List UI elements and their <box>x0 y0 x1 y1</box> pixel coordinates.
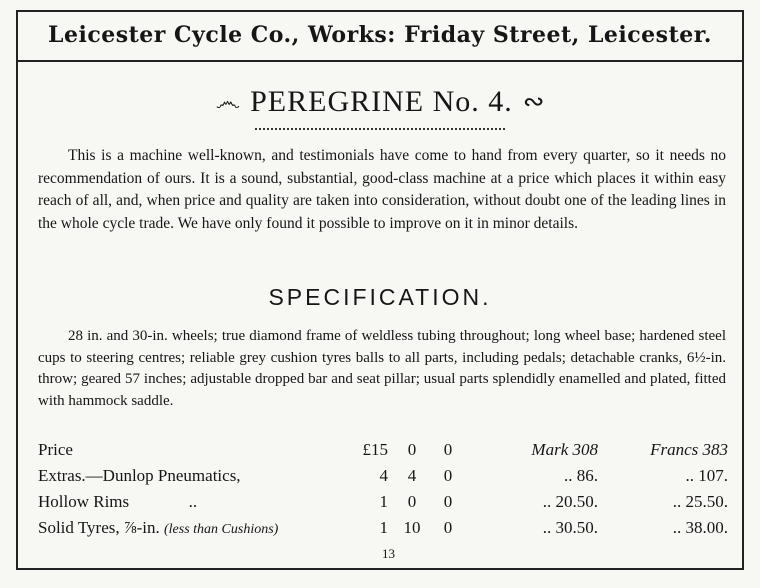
price-pounds: 1 <box>379 492 388 511</box>
price-shillings: 4 <box>407 466 417 485</box>
price-shillings: 10 <box>403 518 421 537</box>
flourish-left-icon: ෴ <box>215 86 241 117</box>
price-pence: 0 <box>443 492 453 511</box>
price-francs: .. 25.50. <box>672 492 728 511</box>
price-label-note: .. <box>188 492 198 511</box>
title-row <box>0 80 760 124</box>
price-label <box>38 518 278 538</box>
price-label-text: Solid Tyres, ⅞-in. <box>38 518 160 537</box>
price-francs: Francs 383 <box>650 440 728 459</box>
price-pence: 0 <box>443 440 453 459</box>
price-pence: 0 <box>443 466 453 485</box>
page-number: 13 <box>382 546 395 561</box>
price-mark: Mark 308 <box>531 440 598 459</box>
flourish-right-icon: ∾ <box>522 87 545 117</box>
price-label-note: (less than Cushions) <box>164 522 279 537</box>
specification-paragraph: 28 in. and 30-in. wheels; true diamond frame of weldless tubing throughout; long wheel base; hardened steel cups to steering centres; reliable grey cushion tyres balls to all parts, including pedals; detachable cranks, 6½-in. throw; geared 57 inches; adjustable dropped bar and seat pillar; usual parts splendidly enamelled and plated, fitted with hammock saddle. <box>38 328 726 409</box>
price-label <box>38 492 197 512</box>
page-title: PEREGRINE No. 4. <box>250 85 513 118</box>
price-table <box>38 440 728 544</box>
price-pence: 0 <box>443 518 453 537</box>
price-row <box>38 466 728 492</box>
price-francs: .. 38.00. <box>672 518 728 537</box>
specification-heading: SPECIFICATION. <box>268 284 492 310</box>
price-label: Extras.—Dunlop Pneumatics, <box>38 466 241 485</box>
price-shillings: 0 <box>407 492 417 511</box>
title-divider <box>255 128 505 136</box>
price-francs: .. 107. <box>685 466 728 485</box>
price-label: Price <box>38 440 73 459</box>
intro-paragraph: This is a machine well-known, and testimonials have come to hand from every quarter, so it needs no recommendation of ours. It is a sound, substantial, good-class machine at a price which places it within easy reach of all, and, when price and quality are taken into consideration, without doubt one of the leading lines in the whole cycle trade. We have only found it possible to improve on it in minor details. <box>38 147 726 232</box>
price-mark: .. 86. <box>564 466 598 485</box>
price-mark: .. 20.50. <box>542 492 598 511</box>
price-pounds: £15 <box>362 440 388 459</box>
price-row <box>38 518 728 544</box>
price-label-text: Hollow Rims <box>38 492 130 511</box>
price-pounds: 1 <box>379 518 388 537</box>
price-shillings: 0 <box>407 440 417 459</box>
price-mark: .. 30.50. <box>542 518 598 537</box>
price-pounds: 4 <box>379 466 388 485</box>
price-row <box>38 492 728 518</box>
page-header: Leicester Cycle Co., Works: Friday Street, Leicester. <box>16 10 744 62</box>
price-row <box>38 440 728 466</box>
